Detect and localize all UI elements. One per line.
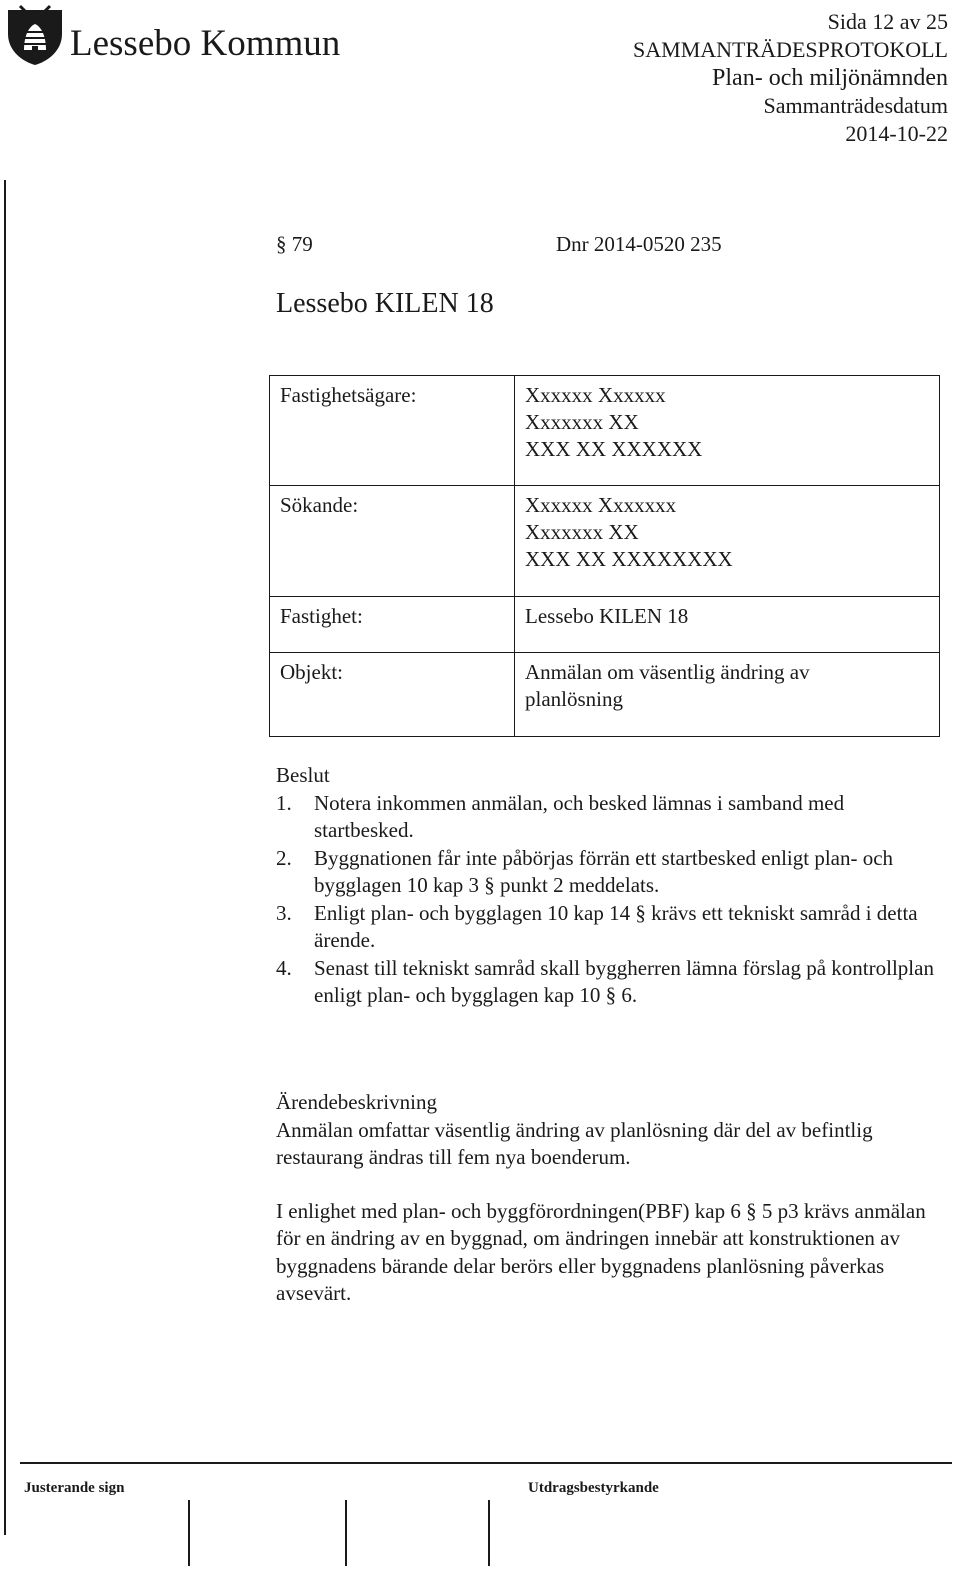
paragraph-number: § 79 bbox=[276, 232, 313, 256]
row-label: Sökande: bbox=[270, 486, 515, 597]
row-label: Fastighet: bbox=[270, 597, 515, 653]
case-reference bbox=[276, 232, 722, 257]
footer-divider bbox=[20, 1462, 952, 1464]
list-item bbox=[276, 900, 946, 955]
value-line: planlösning bbox=[525, 687, 623, 711]
list-item bbox=[276, 790, 946, 845]
signature-label-left: Justerande sign bbox=[24, 1480, 125, 1496]
margin-line bbox=[4, 180, 6, 1535]
value-line: XXX XX XXXXXXXX bbox=[525, 547, 733, 571]
protocol-title: SAMMANTRÄDESPROTOKOLL bbox=[633, 37, 948, 62]
case-description-section bbox=[276, 1089, 936, 1334]
value-line: Anmälan om väsentlig ändring av bbox=[525, 660, 810, 684]
description-paragraph: I enlighet med plan- och byggförordningen(PBF) kap 6 § 5 p3 krävs anmälan för en ändring av en byggnad, om ändringen innebär att konstruktionen av byggnadens bärande delar berörs eller byggnadens planlösning påverkas avsevärt. bbox=[276, 1198, 926, 1305]
signature-label-right: Utdragsbestyrkande bbox=[528, 1480, 659, 1496]
item-text: Notera inkommen anmälan, och besked lämnas i samband med startbesked. bbox=[314, 790, 845, 842]
value-line: Xxxxxxx XX bbox=[525, 520, 639, 544]
case-description-heading: Ärendebeskrivning bbox=[276, 1090, 437, 1114]
row-value bbox=[515, 653, 940, 737]
item-number: 4. bbox=[276, 955, 292, 980]
value-line: Xxxxxxx XX bbox=[525, 410, 639, 434]
value-line: Xxxxxx Xxxxxxx bbox=[525, 493, 677, 517]
municipality-logo bbox=[6, 4, 366, 68]
document-header bbox=[633, 8, 948, 148]
decision-section bbox=[276, 762, 946, 1010]
value-line: Lessebo KILEN 18 bbox=[525, 604, 689, 628]
list-item bbox=[276, 955, 946, 1010]
row-label: Objekt: bbox=[270, 653, 515, 737]
committee-name: Plan- och miljönämnden bbox=[712, 65, 948, 91]
item-text: Byggnationen får inte påbörjas förrän ett startbesked enligt plan- och bygglagen 10 kap 3 § punkt 2 meddelats. bbox=[314, 845, 894, 897]
list-item bbox=[276, 845, 946, 900]
signature-field-divider bbox=[345, 1500, 347, 1566]
meeting-date: 2014-10-22 bbox=[845, 121, 948, 146]
value-line: XXX XX XXXXXX bbox=[525, 437, 703, 461]
table-row bbox=[270, 597, 940, 653]
case-title: Lessebo KILEN 18 bbox=[276, 288, 494, 319]
description-paragraph: Anmälan omfattar väsentlig ändring av planlösning där del av befintlig restaurang ändras till fem nya boenderum. bbox=[276, 1117, 873, 1169]
item-number: 1. bbox=[276, 790, 292, 815]
item-text: Senast till tekniskt samråd skall byggherren lämna förslag på kontrollplan enligt plan- och bygglagen kap 10 § 6. bbox=[314, 955, 934, 1007]
row-value bbox=[515, 376, 940, 486]
item-number: 3. bbox=[276, 900, 292, 925]
table-row bbox=[270, 653, 940, 737]
table-row bbox=[270, 376, 940, 486]
item-number: 2. bbox=[276, 845, 292, 870]
signature-field-divider bbox=[488, 1500, 490, 1566]
case-info-table bbox=[269, 375, 940, 737]
row-value bbox=[515, 486, 940, 597]
signature-field-divider bbox=[188, 1500, 190, 1566]
value-line: Xxxxxx Xxxxxx bbox=[525, 383, 666, 407]
diary-number: Dnr 2014-0520 235 bbox=[556, 232, 722, 256]
decision-heading: Beslut bbox=[276, 763, 330, 787]
page-number: Sida 12 av 25 bbox=[827, 9, 948, 34]
row-label: Fastighetsägare: bbox=[270, 376, 515, 486]
coat-of-arms-icon bbox=[6, 4, 64, 66]
logo-text: Lessebo Kommun bbox=[70, 23, 341, 64]
item-text: Enligt plan- och bygglagen 10 kap 14 § krävs ett tekniskt samråd i detta ärende. bbox=[314, 900, 918, 952]
meeting-date-label: Sammanträdesdatum bbox=[763, 93, 948, 118]
table-row bbox=[270, 486, 940, 597]
decision-list bbox=[276, 790, 946, 1010]
row-value bbox=[515, 597, 940, 653]
